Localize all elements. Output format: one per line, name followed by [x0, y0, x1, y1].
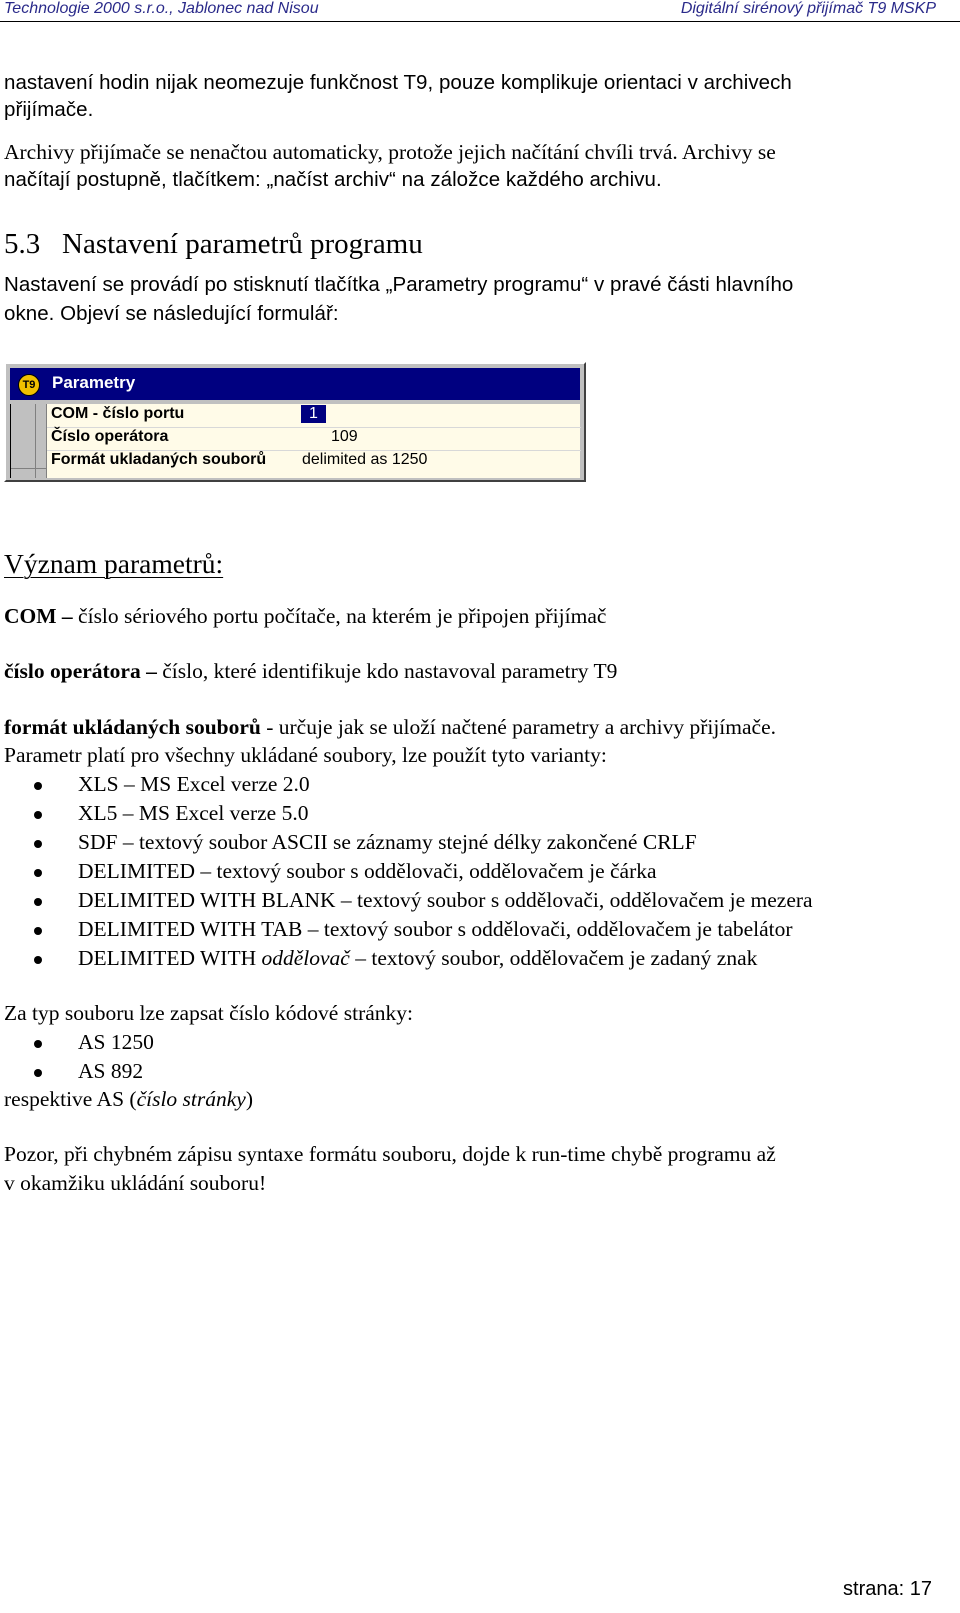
- bullet-icon: [34, 927, 42, 935]
- operator-number-label: Číslo operátora: [51, 428, 169, 445]
- page-number: strana: 17: [843, 1578, 932, 1600]
- file-format-value[interactable]: delimited as 1250: [302, 451, 428, 468]
- page-header: [0, 0, 960, 22]
- parameters-dialog: [4, 362, 586, 482]
- format-term: formát ukládaných souborů: [4, 715, 261, 739]
- bullet-icon: [34, 956, 42, 964]
- format-description-line2: Parametr platí pro všechny ukládané soubory, lze použít tyto varianty:: [4, 743, 607, 767]
- com-text: číslo sériového portu počítače, na kterém je připojen přijímač: [72, 604, 607, 628]
- variant-item: DELIMITED WITH oddělovač – textový soubor, oddělovačem je zadaný znak: [78, 946, 758, 970]
- bullet-icon: [34, 898, 42, 906]
- bullet-icon: [34, 1040, 42, 1048]
- com-port-label: COM - číslo portu: [51, 405, 185, 422]
- t9-app-icon: T9: [18, 374, 40, 396]
- meaning-heading: Význam parametrů:: [4, 548, 224, 579]
- dialog-titlebar[interactable]: [10, 368, 580, 400]
- variant-item: DELIMITED – textový soubor s oddělovači, oddělovačem je čárka: [78, 859, 657, 883]
- warning-line: Pozor, při chybném zápisu syntaxe formátu souboru, dojde k run-time chybě programu až: [4, 1142, 776, 1166]
- dialog-title: Parametry: [52, 373, 136, 392]
- section-heading: [4, 228, 423, 261]
- codepage-intro: Za typ souboru lze zapsat číslo kódové stránky:: [4, 1001, 413, 1025]
- header-company: Technologie 2000 s.r.o., Jablonec nad Nisou: [4, 0, 319, 17]
- codepage-item: AS 1250: [78, 1030, 154, 1054]
- operator-text: číslo, které identifikuje kdo nastavoval parametry T9: [156, 659, 618, 683]
- archive-paragraph-line: Archivy přijímače se nenačtou automaticky, protože jejich načítání chvíli trvá. Archivy se: [4, 140, 776, 164]
- file-format-label: Formát ukladaných souborů: [51, 451, 267, 468]
- section-number: 5.3: [4, 228, 41, 260]
- variant-item: SDF – textový soubor ASCII se záznamy stejné délky zakončené CRLF: [78, 830, 697, 854]
- bullet-icon: [34, 869, 42, 877]
- variant-item: XLS – MS Excel verze 2.0: [78, 772, 310, 796]
- com-term: COM –: [4, 604, 73, 628]
- format-text: - určuje jak se uloží načtené parametry a archivy přijímače.: [260, 715, 777, 739]
- section-title: Nastavení parametrů programu: [62, 228, 423, 260]
- operator-number-value[interactable]: 109: [331, 428, 358, 445]
- com-description: [4, 604, 606, 629]
- intro-paragraph-line: nastavení hodin nijak neomezuje funkčnost T9, pouze komplikuje orientaci v archivech: [4, 71, 792, 94]
- operator-term: číslo operátora –: [4, 659, 157, 683]
- operator-description: [4, 659, 617, 684]
- variant-item: DELIMITED WITH TAB – textový soubor s oddělovači, oddělovačem je tabelátor: [78, 917, 793, 941]
- bullet-icon: [34, 1069, 42, 1077]
- bullet-icon: [34, 811, 42, 819]
- header-product: Digitální sirénový přijímač T9 MSKP: [680, 0, 936, 17]
- variant-item: XL5 – MS Excel verze 5.0: [78, 801, 309, 825]
- parameters-grid: [10, 404, 580, 478]
- intro-paragraph-line: přijímače.: [4, 98, 94, 121]
- bullet-icon: [34, 840, 42, 848]
- variant-item: DELIMITED WITH BLANK – textový soubor s oddělovači, oddělovačem je mezera: [78, 888, 813, 912]
- respektive-line: respektive AS (číslo stránky): [4, 1087, 254, 1111]
- format-description: [4, 715, 776, 740]
- archive-paragraph-line: načítají postupně, tlačítkem: „načíst archiv“ na záložce každého archivu.: [4, 168, 662, 191]
- warning-line: v okamžiku ukládání souboru!: [4, 1171, 267, 1195]
- bullet-icon: [34, 782, 42, 790]
- grid-row-indicator-column: [11, 404, 47, 478]
- com-port-value[interactable]: 1: [301, 405, 326, 423]
- codepage-item: AS 892: [78, 1059, 144, 1083]
- section-text-line: okne. Objeví se následující formulář:: [4, 302, 339, 325]
- section-text-line: Nastavení se provádí po stisknutí tlačítka „Parametry programu“ v pravé části hlavního: [4, 273, 794, 296]
